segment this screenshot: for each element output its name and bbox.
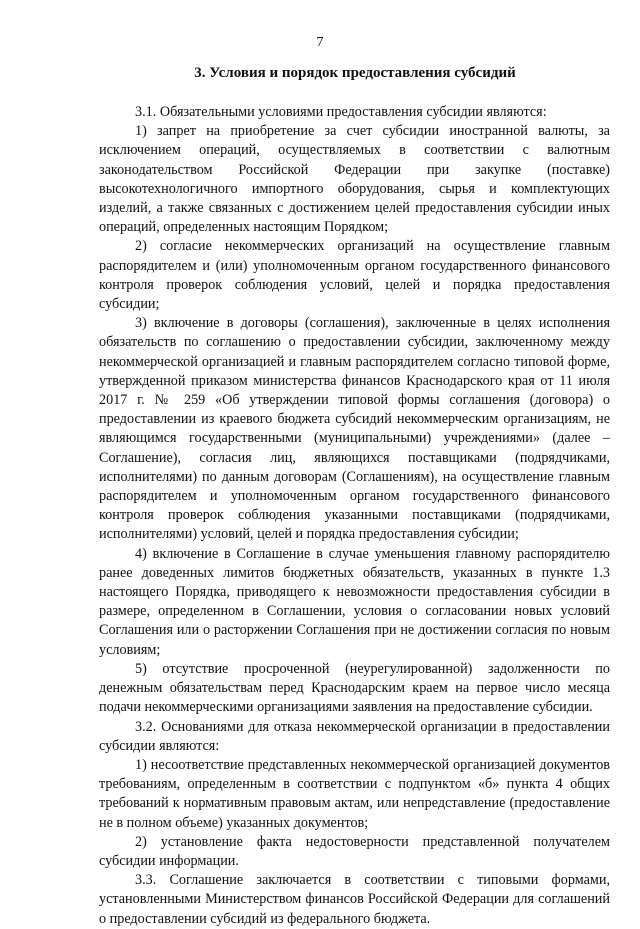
paragraph-3-2-item-1: 1) несоответствие представленных некоммерческой организацией документов требованиям, определенным в соответствии с подпунктом «б» пункта 4 общих требований к нормативным правовым актам, или непредставление (предоставление не в полном объеме) указанных документов;	[99, 756, 610, 831]
paragraph-3-2-item-2: 2) установление факта недостоверности представленной получателем субсидии информации.	[99, 833, 610, 869]
paragraph-3-3: 3.3. Соглашение заключается в соответствии с типовыми формами, установленными Министерством финансов Российской Федерации для соглашений о предоставлении субсидий из федерального бюджета.	[99, 872, 610, 927]
paragraph-3-2: 3.2. Основаниями для отказа некоммерческой организации в предоставлении субсидии являются:	[99, 718, 610, 754]
paragraph-3-1-item-3: 3) включение в договоры (соглашения), заключенные в целях исполнения обязательств по соглашению о предоставлении субсидии, заключенному между некоммерческой организацией и главным распорядителем согласно типовой форме, утвержденной приказом министерства финансов Краснодарского края от 11 июля 2017 г. № 259 «Об утверждении типовой формы соглашения (договора) о предоставлении из краевого бюджета субсидий некоммерческим организациям, не являющимся государственными (муниципальными) учреждениями» (далее – Соглашение), согласия лиц, являющихся поставщиками (подрядчиками, исполнителями) по данным договорам (Соглашениям), на осуществление главным распорядителем и уполномоченным органом государственного финансового контроля проверок соблюдения указанными поставщиками (подрядчиками, исполнителями) условий, целей и порядка предоставления субсидии;	[99, 315, 610, 543]
paragraph-3-1-item-2: 2) согласие некоммерческих организаций на осуществление главным распорядителем и (или) уполномоченным органом государственного финансового контроля проверок соблюдения условий, целей и порядка предоставления субсидии;	[99, 238, 610, 313]
paragraph-3-1-item-4: 4) включение в Соглашение в случае уменьшения главному распорядителю ранее доведенных лимитов бюджетных обязательств, указанных в пункте 1.3 настоящего Порядка, приводящего к невозможности предоставления субсидии в размере, определенном в Соглашении, условия о согласовании новых условий Соглашения или о расторжении Соглашения при не достижении согласия по новым условиям;	[99, 545, 610, 658]
page-number: 7	[316, 35, 324, 50]
paragraph-3-1: 3.1. Обязательными условиями предоставления субсидии являются:	[135, 104, 547, 120]
paragraph-3-1-item-5: 5) отсутствие просроченной (неурегулированной) задолженности по денежным обязательствам перед Краснодарским краем на первое число месяца подачи некоммерческими организациями заявления на предоставление субсидии.	[99, 660, 610, 716]
document-body	[99, 103, 610, 929]
paragraph-3-1-item-1: 1) запрет на приобретение за счет субсидии иностранной валюты, за исключением операций, осуществляемых в соответствии с валютным законодательством Российской Федерации при закупке (поставке) высокотехнологичного импортного оборудования, сырья и комплектующих изделий, а также связанных с достижением целей предоставления субсидии иных операций, определенных настоящим Порядком;	[99, 123, 610, 236]
section-title: 3. Условия и порядок предоставления субсидий	[194, 65, 516, 81]
